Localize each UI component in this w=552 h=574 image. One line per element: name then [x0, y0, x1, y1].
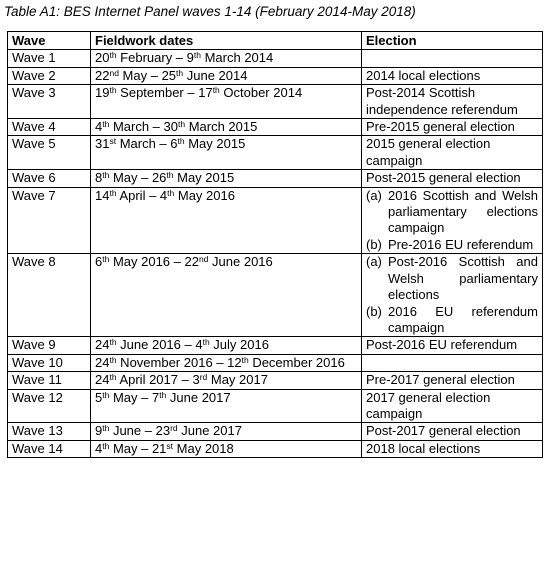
date-end-sup: th: [241, 354, 249, 365]
list-marker: (a): [366, 254, 382, 270]
date-end-day: 3: [192, 372, 200, 388]
date-start-sup: th: [109, 187, 117, 198]
date-start-day: 24: [95, 337, 110, 353]
date-start-rest: April –: [116, 187, 160, 203]
wave-cell: Wave 12: [8, 389, 91, 423]
date-start-sup: th: [102, 170, 110, 181]
date-start-day: 24: [95, 354, 110, 370]
date-end-rest: June 2017: [166, 389, 231, 405]
date-end-day: 17: [198, 85, 213, 101]
date-end-sup: rd: [170, 423, 178, 434]
date-end-rest: July 2016: [209, 337, 269, 353]
fieldwork-dates-cell: [91, 136, 362, 170]
table-row: [8, 372, 543, 389]
date-end-rest: March 2015: [185, 119, 258, 135]
table-row: [8, 67, 543, 84]
election-cell: Post-2014 Scottish independence referendum: [362, 85, 543, 119]
fieldwork-dates-cell: [91, 170, 362, 187]
date-end-rest: October 2014: [219, 85, 303, 101]
list-item-text: 2016 Scottish and Welsh parliamentary elections campaign: [388, 187, 538, 236]
date-end-sup: th: [159, 389, 167, 400]
election-cell: [362, 354, 543, 371]
date-start-rest: May –: [118, 67, 162, 83]
header-fieldwork-dates: Fieldwork dates: [91, 32, 362, 50]
election-list-item: [366, 237, 538, 253]
wave-cell: Wave 13: [8, 423, 91, 440]
wave-cell: Wave 4: [8, 119, 91, 136]
date-end-sup: nd: [198, 254, 209, 265]
wave-cell: Wave 6: [8, 170, 91, 187]
date-end-sup: th: [193, 50, 201, 61]
election-cell: 2018 local elections: [362, 440, 543, 457]
date-start-rest: May –: [109, 440, 152, 456]
table-row: [8, 337, 543, 354]
table-row: [8, 423, 543, 440]
table-row: [8, 136, 543, 170]
date-end-day: 4: [159, 187, 168, 203]
table-row: [8, 254, 543, 337]
date-start-rest: June –: [109, 423, 156, 439]
date-end-sup: th: [177, 119, 186, 130]
date-end-sup: th: [202, 337, 210, 348]
date-start-sup: th: [109, 50, 117, 61]
date-end-sup: st: [166, 440, 174, 451]
date-start-day: 8: [95, 170, 103, 186]
wave-cell: Wave 7: [8, 187, 91, 254]
date-start-sup: th: [102, 440, 110, 451]
election-list-item: [366, 304, 538, 337]
fieldwork-dates-cell: [91, 50, 362, 67]
date-end-day: 21: [151, 440, 167, 456]
date-start-rest: May –: [109, 389, 152, 405]
date-start-sup: th: [109, 354, 117, 365]
date-end-rest: March 2014: [200, 50, 274, 66]
date-start-sup: th: [102, 254, 110, 265]
header-wave: Wave: [8, 32, 91, 50]
date-end-sup: th: [166, 170, 174, 181]
date-start-rest: June 2016 –: [116, 337, 196, 353]
date-end-sup: th: [176, 67, 184, 78]
date-start-day: 22: [95, 67, 110, 83]
election-list-item: [366, 188, 538, 237]
fieldwork-dates-cell: [91, 372, 362, 389]
date-end-day: 9: [186, 50, 194, 66]
fieldwork-dates-cell: [91, 389, 362, 423]
date-start-day: 20: [95, 50, 110, 66]
election-cell: Pre-2015 general election: [362, 119, 543, 136]
fieldwork-dates-cell: [91, 423, 362, 440]
date-end-sup: th: [177, 136, 185, 147]
date-end-rest: June 2014: [183, 67, 248, 83]
date-start-sup: st: [109, 136, 117, 147]
wave-cell: Wave 1: [8, 50, 91, 67]
wave-cell: Wave 5: [8, 136, 91, 170]
table-row: [8, 389, 543, 423]
fieldwork-dates-cell: [91, 440, 362, 457]
date-end-sup: th: [212, 85, 220, 96]
fieldwork-dates-cell: [91, 119, 362, 136]
wave-cell: Wave 9: [8, 337, 91, 354]
wave-cell: Wave 2: [8, 67, 91, 84]
table-row: [8, 354, 543, 371]
election-cell: Post-2015 general election: [362, 170, 543, 187]
date-start-sup: th: [109, 85, 117, 96]
date-start-rest: September –: [116, 85, 199, 101]
list-item-text: Pre-2016 EU referendum: [388, 236, 534, 252]
date-start-sup: th: [102, 423, 110, 434]
fieldwork-dates-cell: [91, 67, 362, 84]
date-end-rest: June 2017: [177, 423, 242, 439]
fieldwork-dates-cell: [91, 337, 362, 354]
date-start-day: 9: [95, 423, 103, 439]
header-row: [8, 32, 543, 50]
date-end-rest: December 2016: [248, 354, 345, 370]
date-start-sup: th: [102, 119, 110, 130]
date-end-day: 4: [195, 337, 203, 353]
date-start-day: 19: [95, 85, 110, 101]
date-end-rest: May 2015: [173, 170, 235, 186]
table-row: [8, 119, 543, 136]
election-cell: 2015 general election campaign: [362, 136, 543, 170]
election-cell: Post-2017 general election: [362, 423, 543, 440]
date-start-sup: th: [102, 389, 110, 400]
date-start-day: 24: [95, 372, 110, 388]
table-row: [8, 50, 543, 67]
date-start-sup: th: [109, 372, 117, 383]
list-item-text: 2016 EU referendum campaign: [388, 303, 538, 335]
table-row: [8, 85, 543, 119]
election-cell: Pre-2017 general election: [362, 372, 543, 389]
date-end-day: 30: [163, 119, 178, 135]
date-end-day: 7: [151, 389, 160, 405]
wave-cell: Wave 14: [8, 440, 91, 457]
date-end-rest: May 2018: [173, 440, 234, 456]
election-list-item: [366, 254, 538, 303]
wave-cell: Wave 11: [8, 372, 91, 389]
list-marker: (a): [366, 187, 382, 203]
date-end-day: 22: [184, 254, 199, 270]
fieldwork-dates-cell: [91, 254, 362, 337]
table-caption: Table A1: BES Internet Panel waves 1-14 (February 2014-May 2018): [4, 4, 416, 19]
date-end-sup: th: [167, 187, 175, 198]
date-end-day: 25: [161, 67, 177, 83]
table-body: [8, 50, 543, 458]
election-cell: [362, 187, 543, 254]
header-election: Election: [362, 32, 543, 50]
date-start-rest: February –: [116, 50, 187, 66]
fieldwork-dates-cell: [91, 187, 362, 254]
date-end-rest: May 2016: [174, 187, 235, 203]
date-start-rest: May –: [109, 170, 152, 186]
date-start-day: 31: [95, 136, 110, 152]
election-cell: 2014 local elections: [362, 67, 543, 84]
date-start-sup: th: [109, 337, 117, 348]
date-end-rest: May 2017: [207, 372, 268, 388]
date-start-day: 4: [95, 440, 103, 456]
table-row: [8, 170, 543, 187]
date-start-day: 6: [95, 254, 103, 270]
date-start-rest: November 2016 –: [116, 354, 228, 370]
waves-table: [7, 31, 543, 458]
fieldwork-dates-cell: [91, 85, 362, 119]
date-start-day: 4: [95, 119, 103, 135]
date-end-rest: May 2015: [184, 136, 246, 152]
list-marker: (b): [366, 303, 382, 319]
election-cell: [362, 50, 543, 67]
date-end-day: 12: [227, 354, 242, 370]
date-start-rest: March –: [116, 136, 171, 152]
date-end-sup: rd: [199, 372, 208, 383]
date-start-day: 5: [95, 389, 103, 405]
date-end-day: 6: [170, 136, 178, 152]
election-cell: Post-2016 EU referendum: [362, 337, 543, 354]
date-end-rest: June 2016: [208, 254, 273, 270]
table-row: [8, 440, 543, 457]
wave-cell: Wave 10: [8, 354, 91, 371]
table-row: [8, 187, 543, 254]
election-cell: [362, 254, 543, 337]
fieldwork-dates-cell: [91, 354, 362, 371]
date-start-rest: March –: [109, 119, 164, 135]
list-item-text: Post-2016 Scottish and Welsh parliamentary elections: [388, 254, 538, 303]
election-cell: 2017 general election campaign: [362, 389, 543, 423]
date-start-day: 14: [95, 187, 110, 203]
wave-cell: Wave 8: [8, 254, 91, 337]
date-end-day: 23: [155, 423, 171, 439]
date-start-rest: April 2017 –: [116, 372, 193, 388]
date-start-rest: May 2016 –: [109, 254, 185, 270]
date-start-sup: nd: [109, 67, 119, 78]
list-marker: (b): [366, 236, 382, 252]
date-end-day: 26: [151, 170, 167, 186]
wave-cell: Wave 3: [8, 85, 91, 119]
